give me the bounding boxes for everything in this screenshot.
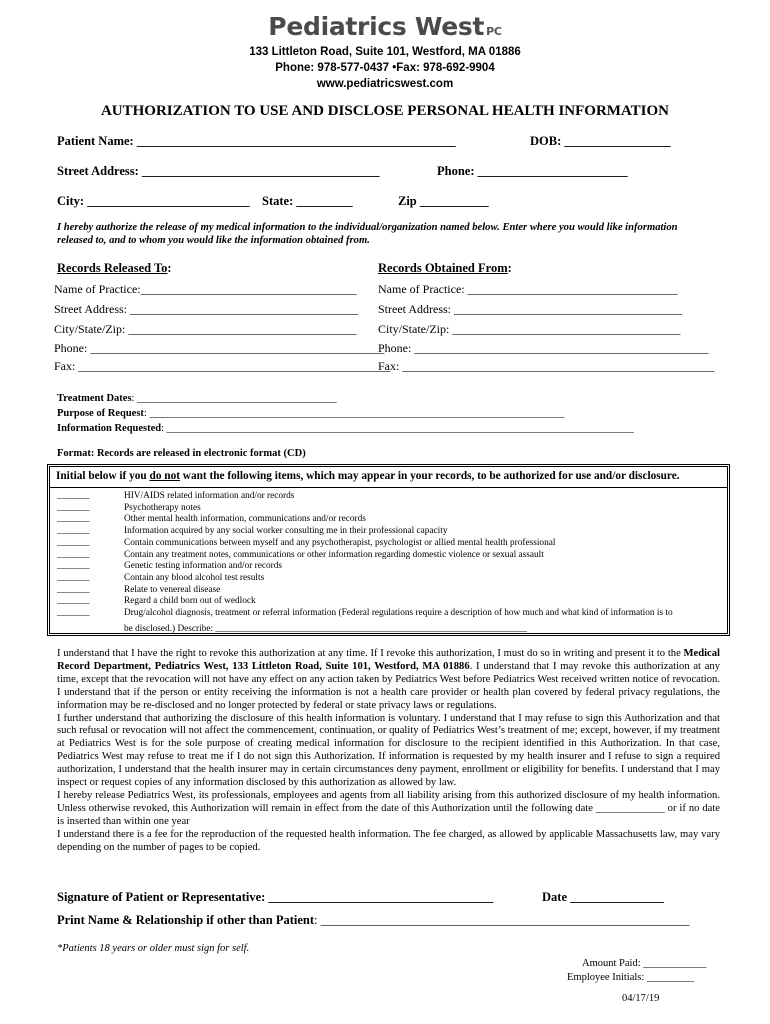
initial-item-text: Information acquired by any social worker consulting me in their professional capacity <box>124 526 448 537</box>
initial-item-text: Regard a child born out of wedlock <box>124 596 256 607</box>
print-name-line: : ___________________________________________________________ <box>314 913 690 927</box>
age-note: *Patients 18 years or older must sign for self. <box>57 943 250 954</box>
released-phone-field[interactable]: Phone: _________________________________________________ <box>54 341 385 355</box>
initial-item-text: Drug/alcohol diagnosis, treatment or referral information (Federal regulations require a description of how much and what kind of information is to <box>124 608 673 618</box>
initial-blank[interactable]: _______ <box>57 561 90 572</box>
obtained-fax-field[interactable]: Fax: ____________________________________________________ <box>378 359 715 373</box>
initial-item-text: Psychotherapy notes <box>124 502 201 513</box>
print-name-label: Print Name & Relationship if other than Patient <box>57 913 315 927</box>
initials-head-post: want the following items, which may appear in your records, to be authorized for use and/or disclosure. <box>179 470 680 482</box>
initials-box-heading <box>56 470 680 482</box>
release-paragraph: I hereby release Pediatrics West, its professionals, employees and agents from all liability arising from this authorized disclosure of my health information. Unless otherwise revoked, this Authorization will remain in effect from the date of this Authorization until the following date _____________ or if no date is inserted than within one year <box>57 789 720 827</box>
practice-address: 133 Littleton Road, Suite 101, Westford, MA 01886 <box>249 46 521 58</box>
released-street-field[interactable]: Street Address: ______________________________________ <box>54 302 358 316</box>
initial-item-text: Contain any blood alcohol test results <box>124 572 265 583</box>
info-requested-label: Information Requested <box>57 423 162 434</box>
initial-item <box>57 596 256 607</box>
practice-website: www.pediatricswest.com <box>316 78 454 90</box>
released-practice-field[interactable]: Name of Practice:____________________________________ <box>54 282 357 296</box>
initial-item <box>57 502 201 513</box>
initial-item <box>57 608 673 618</box>
initial-blank[interactable]: _______ <box>57 596 90 607</box>
phone-field[interactable]: Phone: ________________________ <box>437 164 628 178</box>
initial-blank[interactable]: _______ <box>57 514 90 525</box>
released-heading-colon: : <box>167 261 172 275</box>
initial-item <box>57 561 282 572</box>
revocation-address: Medical Record Department, Pediatrics West, 133 Littleton Road, Suite 101, Westford, MA 01886 <box>57 648 720 672</box>
initial-blank[interactable]: _______ <box>57 537 90 548</box>
treatment-dates-line: : ______________________________________ <box>131 393 337 404</box>
initial-item <box>57 537 556 548</box>
practice-logo <box>0 12 770 41</box>
initial-blank[interactable]: _______ <box>57 491 90 501</box>
initials-box-divider <box>49 487 728 488</box>
print-name-field[interactable] <box>57 913 689 928</box>
obtained-phone-field[interactable]: Phone: _________________________________________________ <box>378 341 709 355</box>
format-note: Format: Records are released in electronic format (CD) <box>57 448 306 459</box>
purpose-line: : _______________________________________________________________________________ <box>143 408 565 419</box>
city-field[interactable]: City: __________________________ <box>57 194 250 208</box>
initials-head-underline: do not <box>149 470 180 482</box>
released-heading-text: Records Released To <box>57 261 168 275</box>
obtained-city-field[interactable]: City/State/Zip: ______________________________________ <box>378 322 681 336</box>
treatment-dates-label: Treatment Dates <box>57 393 132 404</box>
initial-item <box>57 514 366 525</box>
initial-item-text: Other mental health information, communications and/or records <box>124 514 366 525</box>
practice-phone-fax: Phone: 978-577-0437 •Fax: 978-692-9904 <box>275 62 495 74</box>
info-requested-line: : _________________________________________________________________________________________ <box>161 423 634 434</box>
treatment-dates-field[interactable] <box>57 393 337 404</box>
obtained-heading <box>378 259 512 277</box>
initial-blank[interactable]: _______ <box>57 572 90 583</box>
voluntary-paragraph: I further understand that authorizing the disclosure of this health information is voluntary. I understand that I may refuse to sign this Authorization and that such refusal or revocation will not affect the commencement, continuation, or quality of Pediatrics West’s treatment of me; except, however, if my treatment at Pediatrics West is for the sole purpose of creating medical information for disclosure to the recipient identified in this Authorization. In that case, Pediatrics West may refuse to treat me if I do not sign this Authorization. If information is requested by my health insurer and I refuse to sign a required authorization, I understand that the health insurer may in certain circumstances deny payment, enrollment or eligibility for benefits. I understand that I may inspect or request copies of any information disclosed by this authorization as allowed by law. <box>57 712 720 789</box>
revocation-text-a: I understand that I have the right to revoke this authorization at any time. If I revoke this authorization, I must do so in writing and present it to the <box>57 648 684 659</box>
employee-initials-field[interactable]: Employee Initials: _________ <box>567 972 695 983</box>
initial-item <box>57 526 448 537</box>
initial-blank[interactable]: _______ <box>57 549 90 560</box>
obtained-heading-colon: : <box>507 261 512 275</box>
initial-blank[interactable]: _______ <box>57 608 90 618</box>
initial-item <box>57 491 295 501</box>
logo-suffix: PC <box>486 25 502 38</box>
authorization-intro: I hereby authorize the release of my medical information to the individual/organization named below. Enter where you would like information released to, and to whom you would like the information obtained from. <box>57 222 678 246</box>
released-fax-field[interactable]: Fax: ____________________________________________________ <box>54 359 391 373</box>
dob-field[interactable]: DOB: _________________ <box>530 134 671 148</box>
initial-item <box>57 584 221 595</box>
patient-name-field[interactable]: Patient Name: ___________________________________________________ <box>57 134 456 148</box>
obtained-heading-text: Records Obtained From <box>378 261 508 275</box>
logo-text: Pediatrics West <box>268 12 485 41</box>
zip-field[interactable]: Zip ___________ <box>398 194 489 208</box>
revocation-text-b: . I understand that I may revoke this authorization at any time, except that the revocation will not have any effect on any action taken by Pediatrics West before Pediatrics West received written notice of revocation. I understand that if the person or entity receiving the information is not a health care provider or health plan covered by federal privacy regulations, the information may be re-disclosed and no longer protected by federal or state privacy laws or regulations. <box>57 660 720 711</box>
obtained-practice-field[interactable]: Name of Practice: ___________________________________ <box>378 282 678 296</box>
purpose-label: Purpose of Request <box>57 408 144 419</box>
initials-head-pre: Initial below if you <box>56 470 150 482</box>
initial-item-text: Genetic testing information and/or records <box>124 561 282 572</box>
initial-blank[interactable]: _______ <box>57 584 90 595</box>
date-field[interactable]: Date _______________ <box>542 890 664 904</box>
state-field[interactable]: State: _________ <box>262 194 353 208</box>
initial-item-text: Contain communications between myself and any psychotherapist, psychologist or allied mental health professional <box>124 537 556 548</box>
initial-blank[interactable]: _______ <box>57 526 90 537</box>
revocation-paragraph <box>57 648 720 713</box>
initial-blank[interactable]: _______ <box>57 502 90 513</box>
initial-item <box>57 572 265 583</box>
released-heading <box>57 259 172 277</box>
initial-item <box>57 549 544 560</box>
describe-field[interactable]: be disclosed.) Describe: ___________________________________________________________________ <box>124 624 527 634</box>
initial-item-text: HIV/AIDS related information and/or records <box>124 491 295 501</box>
form-version: 04/17/19 <box>622 993 660 1004</box>
obtained-street-field[interactable]: Street Address: ______________________________________ <box>378 302 682 316</box>
released-city-field[interactable]: City/State/Zip: ______________________________________ <box>54 322 357 336</box>
amount-paid-field[interactable]: Amount Paid: ____________ <box>582 958 707 969</box>
purpose-field[interactable] <box>57 408 564 419</box>
initial-item-text: Relate to venereal disease <box>124 584 221 595</box>
fee-paragraph: I understand there is a fee for the reproduction of the requested health information. The fee charged, as allowed by applicable Massachusetts law, may vary depending on the number of pages to be copied. <box>57 828 720 853</box>
initial-item-text: Contain any treatment notes, communications or other information regarding domestic violence or sexual assault <box>124 549 544 560</box>
signature-field[interactable]: Signature of Patient or Representative: ____________________________________ <box>57 890 494 904</box>
form-title: AUTHORIZATION TO USE AND DISCLOSE PERSONAL HEALTH INFORMATION <box>100 103 670 119</box>
terms-text <box>57 648 720 855</box>
street-address-field[interactable]: Street Address: ______________________________________ <box>57 164 380 178</box>
info-requested-field[interactable] <box>57 423 634 434</box>
